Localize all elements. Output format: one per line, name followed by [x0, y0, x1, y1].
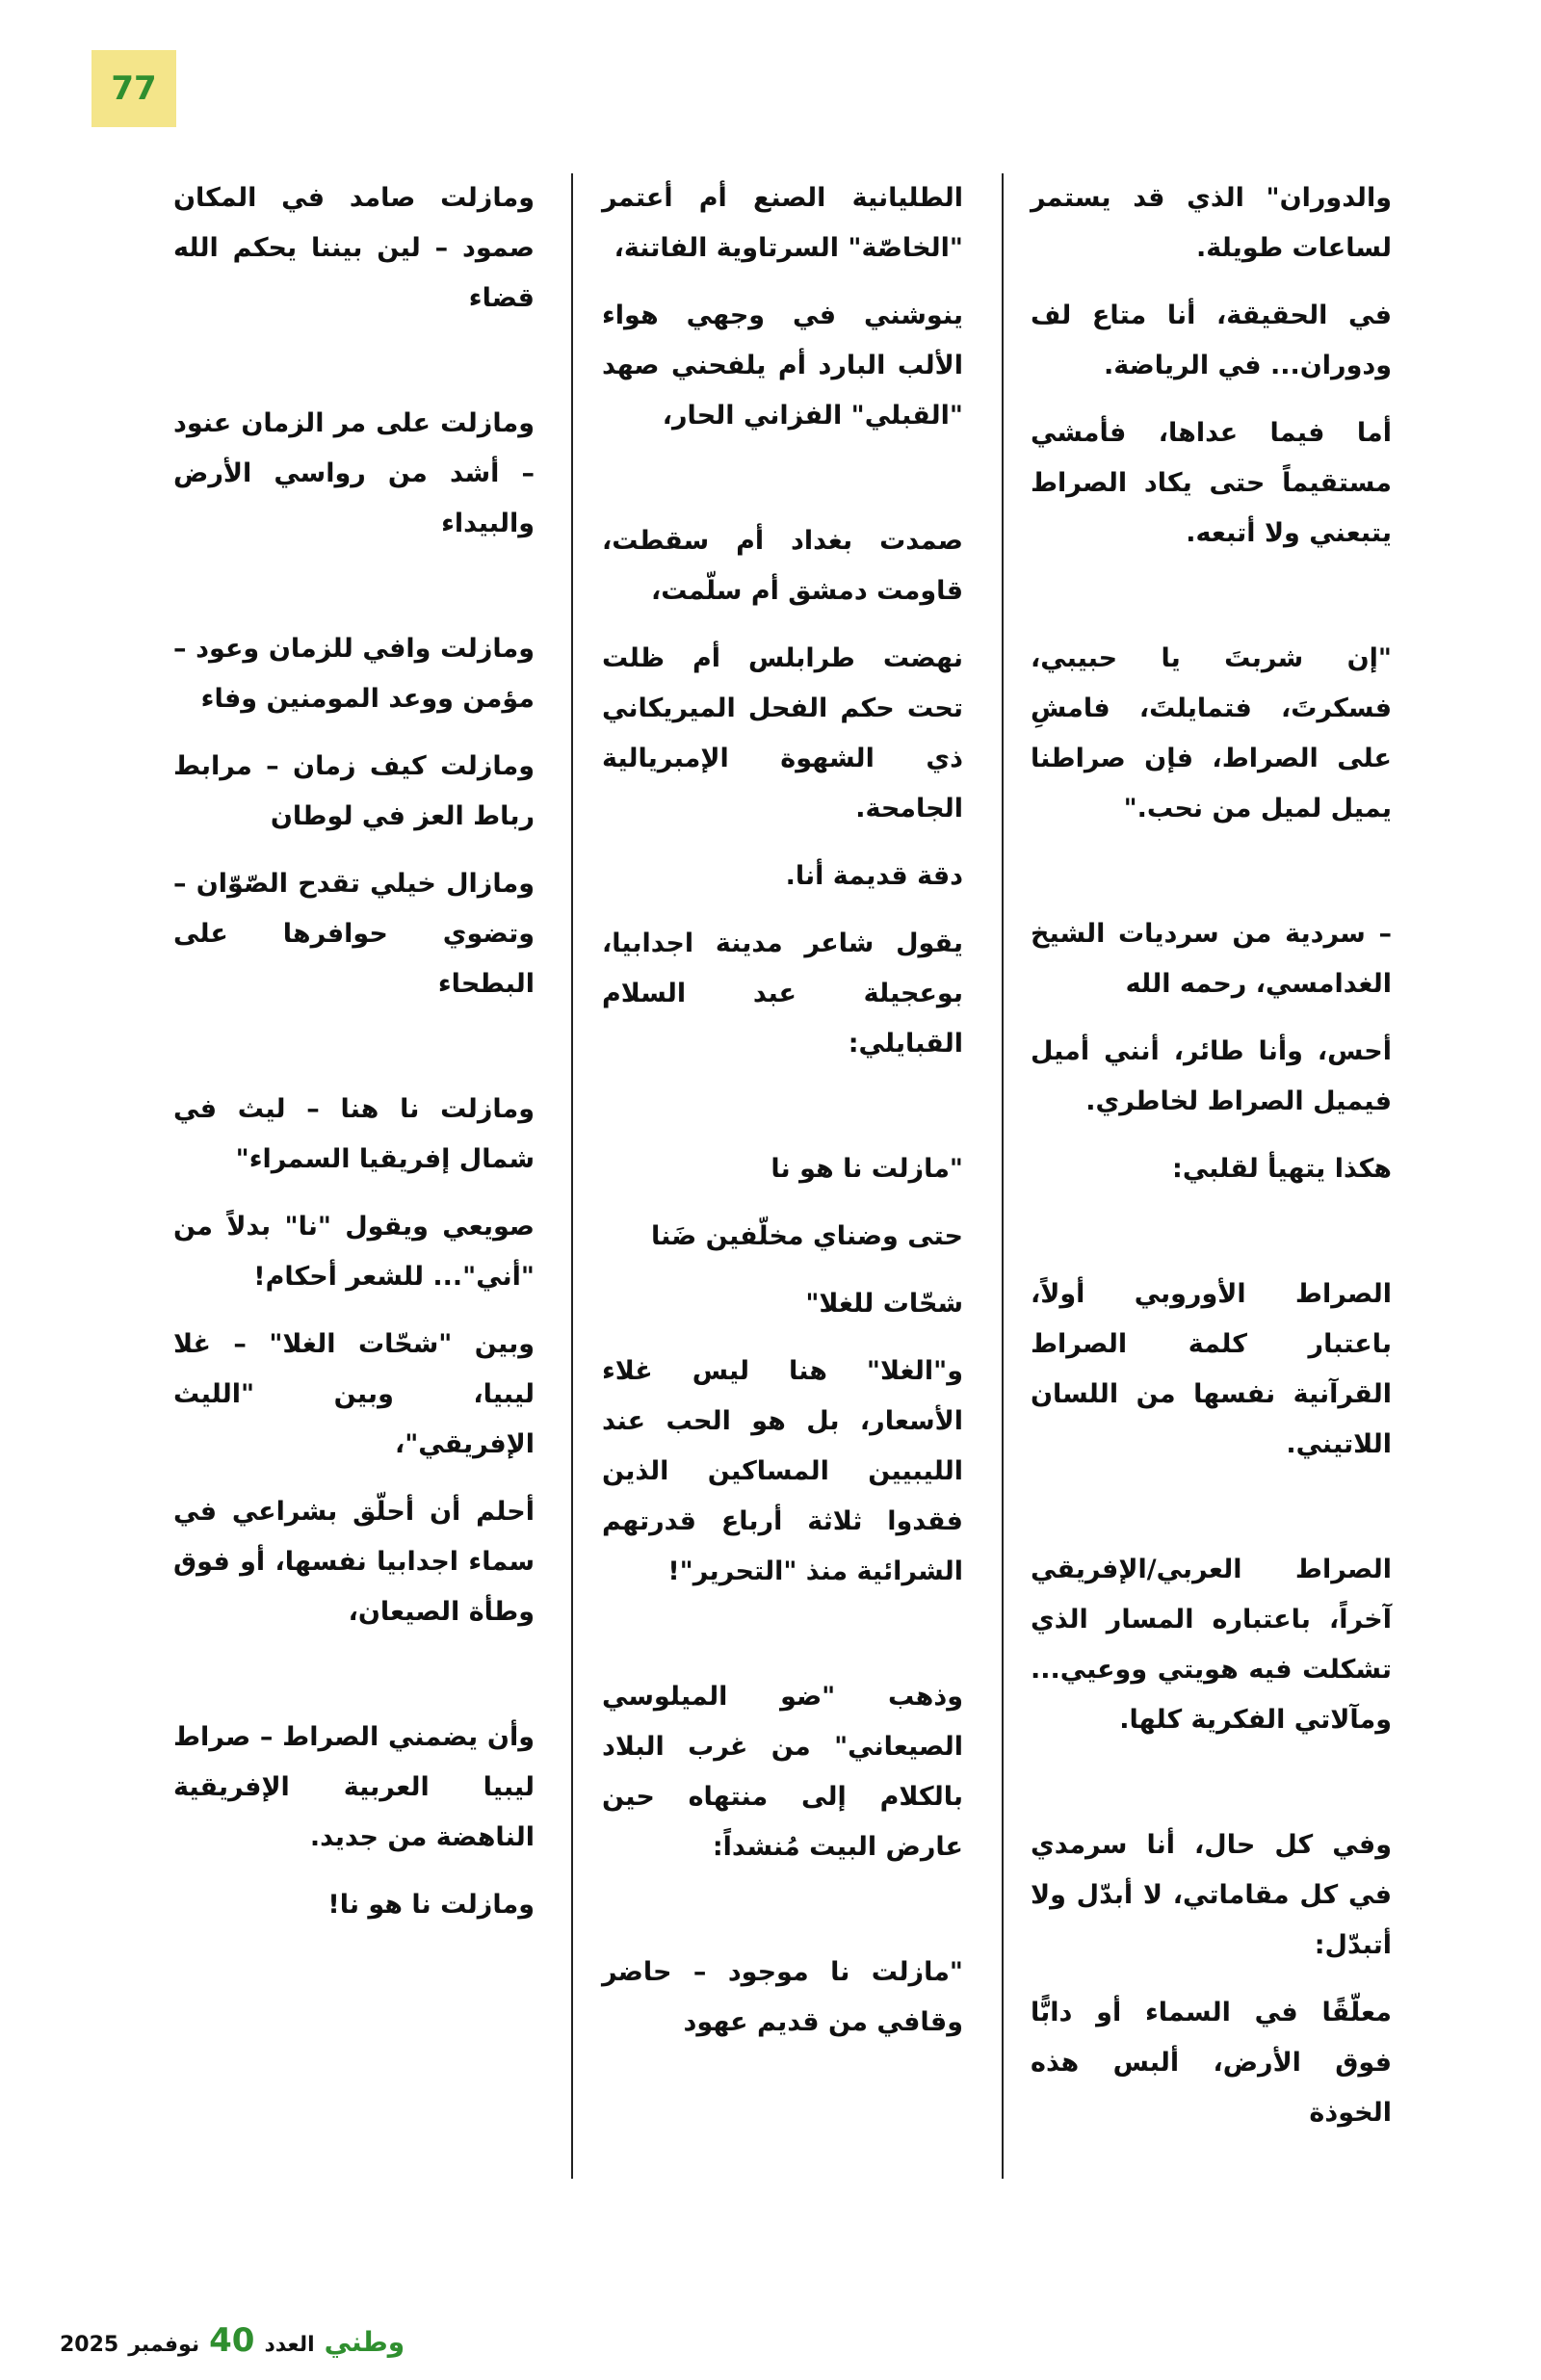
paragraph: دقة قديمة أنا. — [785, 861, 963, 891]
paragraph: والدوران" الذي قد يستمر لساعات طويلة. — [1031, 183, 1392, 263]
paragraph: الطليانية الصنع أم أعتمر "الخاصّة" السرتاوية الفاتنة، — [602, 183, 963, 263]
paragraph: صويعي ويقول "نا" بدلاً من "أني"... للشعر أحكام! — [173, 1212, 535, 1292]
paragraph: في الحقيقة، أنا متاع لف ودوران... في الرياضة. — [1031, 301, 1392, 380]
article-column-right — [1031, 173, 1392, 2156]
issue-month: نوفمبر — [128, 2333, 200, 2357]
paragraph: أما فيما عداها، فأمشي مستقيماً حتى يكاد الصراط يتبعني ولا أتبعه. — [1031, 418, 1392, 548]
issue-number: 40 — [209, 2321, 255, 2360]
column-divider — [571, 173, 573, 2179]
paragraph: وفي كل حال، أنا سرمدي في كل مقاماتي، لا أبدّل ولا أتبدّل: — [1031, 1830, 1392, 1960]
paragraph: ومازلت نا هو نا! — [327, 1890, 535, 1920]
paragraph: – سردية من سرديات الشيخ الغدامسي، رحمه الله — [1031, 919, 1392, 999]
magazine-name: وطني — [324, 2326, 405, 2358]
poem-line: ومازلت كيف زمان – مرابط رباط العز في لوطان — [173, 751, 535, 831]
poem-line: "مازلت نا هو نا — [770, 1154, 963, 1184]
column-divider — [1002, 173, 1004, 2179]
paragraph: هكذا يتهيأ لقلبي: — [1172, 1154, 1392, 1184]
paragraph: "إن شربتَ يا حبيبي، فسكرتَ، فتمايلتَ، فامشِ على الصراط، فإن صراطنا يميل لميل من نحب." — [1031, 643, 1392, 824]
paragraph: أحلم أن أحلّق بشراعي في سماء اجدابيا نفسها، أو فوق وطأة الصيعان، — [173, 1497, 535, 1627]
paragraph: نهضت طرابلس أم ظلت تحت حكم الفحل الميريكاني ذي الشهوة الإمبريالية الجامحة. — [602, 643, 963, 824]
poem-line: ومازلت على مر الزمان عنود – أشد من رواسي الأرض والبيداء — [173, 408, 535, 538]
article-column-left — [173, 173, 535, 1948]
paragraph: وأن يضمني الصراط – صراط ليبيا العربية الإفريقية الناهضة من جديد. — [173, 1722, 535, 1852]
issue-year: 2025 — [60, 2333, 119, 2357]
paragraph: الصراط الأوروبي أولاً، باعتبار كلمة الصراط القرآنية نفسها من اللسان اللاتيني. — [1031, 1279, 1392, 1459]
article-column-middle — [602, 173, 963, 2065]
paragraph: وبين "شحّات الغلا" – غلا ليبيا، وبين "الليث الإفريقي"، — [173, 1329, 535, 1459]
poem-line: "مازلت نا موجود – حاضر وقافي من قديم عهود — [602, 1957, 963, 2037]
paragraph: يقول شاعر مدينة اجدابيا، بوعجيلة عبد السلام القبايلي: — [602, 928, 963, 1059]
issue-label: العدد — [264, 2333, 315, 2357]
page-footer — [60, 2321, 405, 2360]
poem-line: ومازلت صامد في المكان صمود – لين بيننا يحكم الله قضاء — [173, 183, 535, 313]
paragraph: ينوشني في وجهي هواء الألب البارد أم يلفحني صهد "القبلي" الفزاني الحار، — [602, 301, 963, 431]
paragraph: الصراط العربي/الإفريقي آخراً، باعتباره المسار الذي تشكلت فيه هويتي ووعيي... ومآلاتي الفكرية كلها. — [1031, 1555, 1392, 1735]
poem-line: ومازلت نا هنا – ليث في شمال إفريقيا السمراء" — [173, 1094, 535, 1174]
paragraph: أحس، وأنا طائر، أنني أميل فيميل الصراط لخاطري. — [1031, 1036, 1392, 1116]
poem-line: شحّات للغلا" — [805, 1289, 963, 1319]
poem-line: حتى وضناي مخلّفين ضَنا — [651, 1221, 963, 1251]
page-number-badge: 77 — [91, 50, 176, 127]
paragraph: وذهب "ضو الميلوسي الصيعاني" من غرب البلاد بالكلام إلى منتهاه حين عارض البيت مُنشداً: — [602, 1682, 963, 1862]
paragraph: معلّقًا في السماء أو دابًّا فوق الأرض، ألبس هذه الخوذة — [1031, 1998, 1392, 2128]
paragraph: صمدت بغداد أم سقطت، قاومت دمشق أم سلّمت، — [602, 526, 963, 606]
paragraph: و"الغلا" هنا ليس غلاء الأسعار، بل هو الحب عند الليبيين المساكين الذين فقدوا ثلاثة أرباع قدرتهم الشرائية منذ "التحرير"! — [602, 1356, 963, 1586]
poem-line: ومازلت وافي للزمان وعود – مؤمن ووعد المومنين وفاء — [173, 634, 535, 714]
poem-line: ومازال خيلي تقدح الصّوّان – وتضوي حوافرها على البطحاء — [173, 869, 535, 999]
